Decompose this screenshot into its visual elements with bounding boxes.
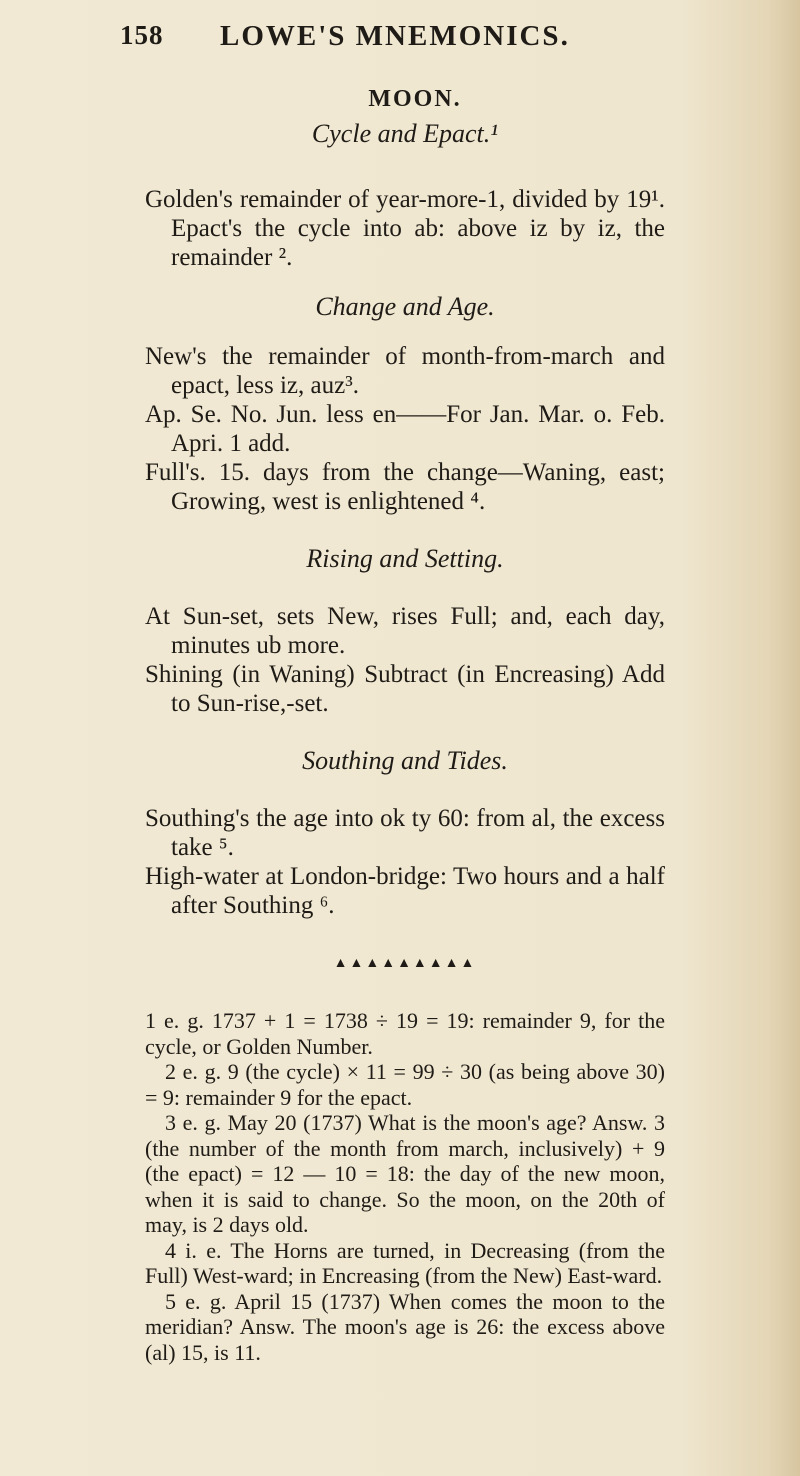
subheading-cycle: Cycle and Epact.¹ <box>311 119 499 148</box>
rule-change-1: New's the remainder of month-from-march and epact, less iz, auz³. <box>145 343 665 399</box>
subheading-southing: Southing and Tides. <box>302 746 508 775</box>
rule-cycle: Golden's remainder of year-more-1, divided by 19¹. Epact's the cycle into ab: above iz by iz, the remainder ². <box>145 186 665 271</box>
rule-southing-1: Southing's the age into ok ty 60: from al, the excess take ⁵. <box>145 805 665 861</box>
running-title: LOWE'S MNEMONICS. <box>220 20 570 52</box>
subheading-change: Change and Age. <box>315 292 495 321</box>
note-2: 2 e. g. 9 (the cycle) × 11 = 99 ÷ 30 (as being above 30) = 9: remainder 9 for the epact. <box>145 1059 665 1110</box>
note-5: 5 e. g. April 15 (1737) When comes the moon to the meridian? Answ. The moon's age is 26: the excess above (al) 15, is 11. <box>145 1288 665 1365</box>
subheading-rising: Rising and Setting. <box>306 544 504 573</box>
rule-rising-1: At Sun-set, sets New, rises Full; and, each day, minutes ub more. <box>145 603 665 659</box>
page-number: 158 <box>120 20 164 50</box>
rule-southing-2: High-water at London-bridge: Two hours and a half after Southing ⁶. <box>145 863 665 919</box>
section-title: MOON. <box>368 86 462 112</box>
ornamental-rule: ▲▲▲▲▲▲▲▲▲ <box>333 956 477 971</box>
note-4: 4 i. e. The Horns are turned, in Decreasing (from the Full) West-ward; in Encreasing (from the New) East-ward. <box>145 1237 665 1288</box>
note-3: 3 e. g. May 20 (1737) What is the moon's age? Answ. 3 (the number of the month from march, inclusively) + 9 (the epact) = 12 — 10 = 18: the day of the new moon, when it is said to change. So the moon, on the 20th of may, is 2 days old. <box>145 1110 665 1237</box>
page-body <box>145 86 665 1365</box>
running-head <box>120 20 680 60</box>
rule-change-2: Ap. Se. No. Jun. less en——For Jan. Mar. o. Feb. Apri. 1 add. <box>145 401 665 457</box>
rule-change-3: Full's. 15. days from the change—Waning, east; Growing, west is enlightened ⁴. <box>145 459 665 515</box>
rule-rising-2: Shining (in Waning) Subtract (in Encreasing) Add to Sun-rise,-set. <box>145 661 665 717</box>
note-1: 1 e. g. 1737 + 1 = 1738 ÷ 19 = 19: remainder 9, for the cycle, or Golden Number. <box>145 1008 665 1059</box>
